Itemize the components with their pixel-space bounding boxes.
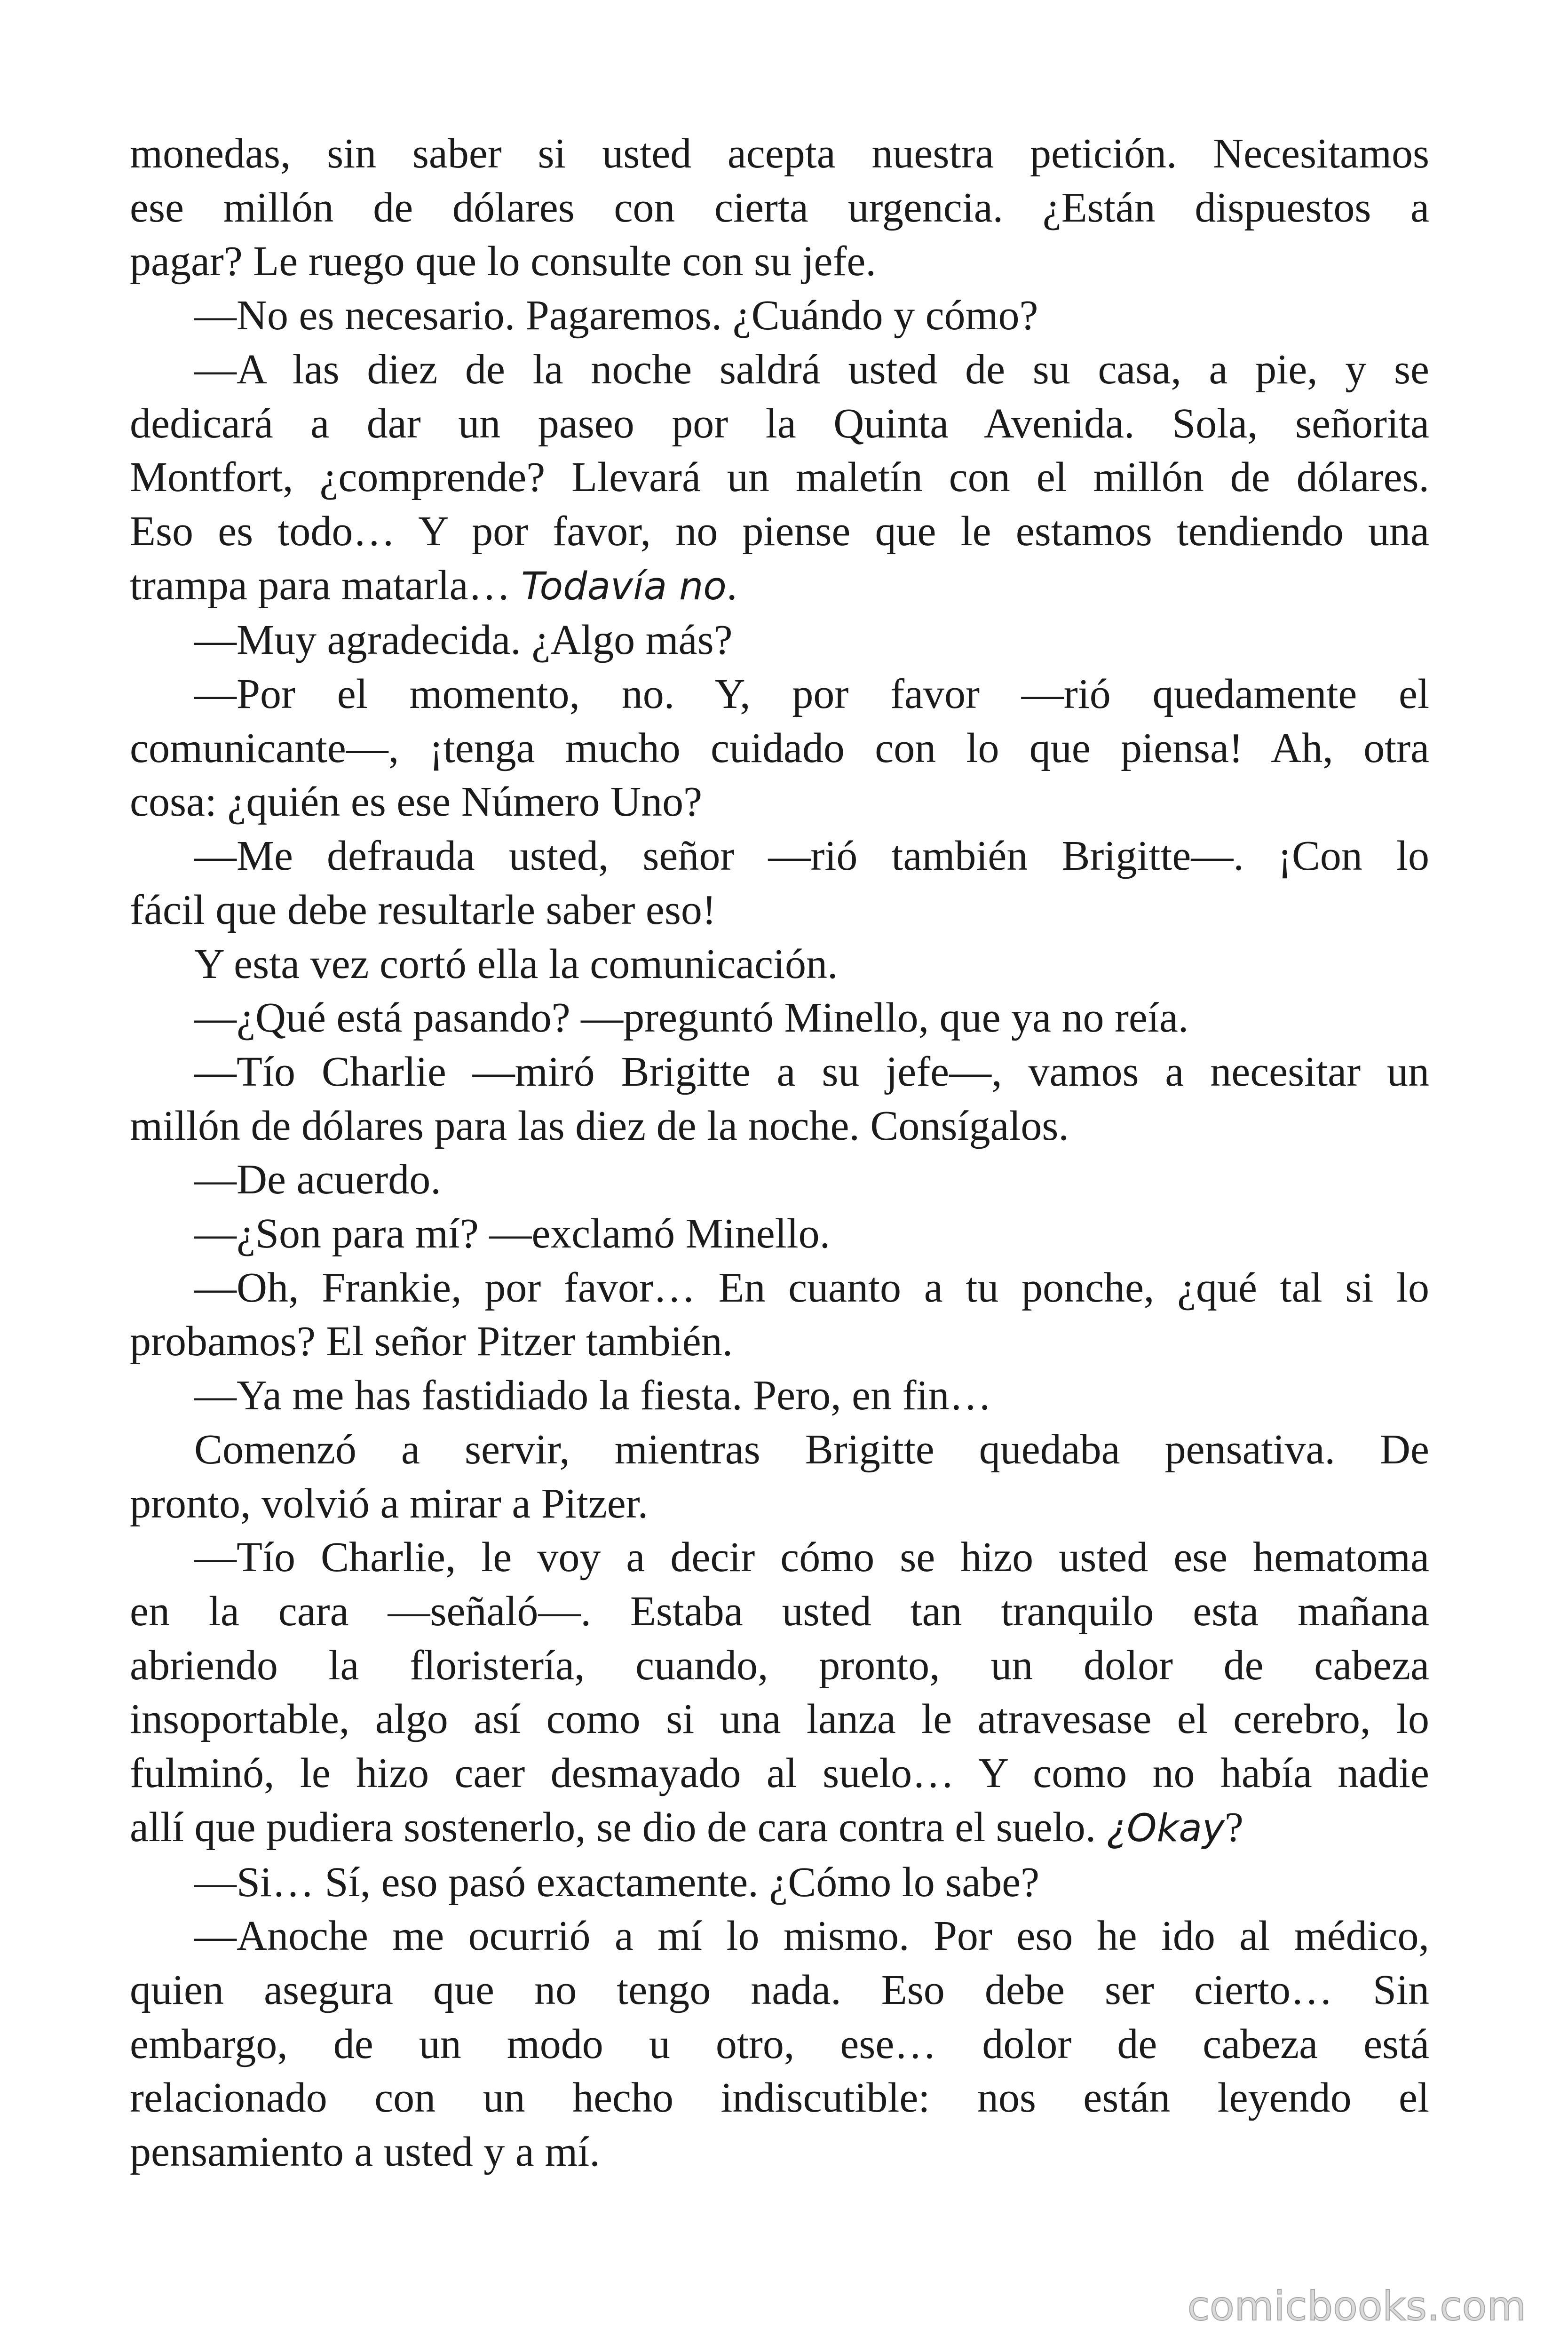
text-line: abriendo la floristería, cuando, pronto, un dolor de cabeza	[130, 1642, 1429, 1689]
text-line: —Tío Charlie —miró Brigitte a su jefe—, vamos a necesitar un	[194, 1048, 1429, 1095]
text-line: pronto, volvió a mirar a Pitzer.	[130, 1480, 649, 1527]
text-line: pagar? Le ruego que lo consulte con su jefe.	[130, 238, 876, 285]
text-line: —Por el momento, no. Y, por favor —rió quedamente el	[194, 671, 1429, 718]
text-line: —¿Son para mí? —exclamó Minello.	[194, 1210, 831, 1257]
text-line: relacionado con un hecho indiscutible: nos están leyendo el	[130, 2074, 1429, 2122]
text-line: quien asegura que no tengo nada. Eso debe ser cierto… Sin	[130, 1966, 1429, 2013]
text-line: —A las diez de la noche saldrá usted de su casa, a pie, y se	[194, 346, 1429, 393]
text-line: comunicante—, ¡tenga mucho cuidado con lo que piensa! Ah, otra	[130, 724, 1429, 771]
paragraph	[130, 829, 1429, 937]
text-line: —Me defrauda usted, señor —rió también Brigitte—. ¡Con lo	[194, 833, 1429, 880]
italic-text: Todavía no	[521, 564, 727, 609]
paragraph	[130, 289, 1429, 343]
paragraph	[130, 1153, 1429, 1207]
text-line: —Ya me has fastidiado la fiesta. Pero, en fin…	[194, 1372, 992, 1419]
text-segment: .	[726, 562, 737, 609]
text-line: cosa: ¿quién es ese Número Uno?	[130, 779, 703, 826]
paragraph	[130, 1856, 1429, 1910]
paragraph	[130, 938, 1429, 992]
paragraph	[130, 613, 1429, 667]
text-line: pensamiento a usted y a mí.	[130, 2129, 600, 2176]
text-line: fácil que debe resultarle saber eso!	[130, 886, 716, 933]
text-line: —Anoche me ocurrió a mí lo mismo. Por eso he ido al médico,	[194, 1913, 1429, 1960]
text-line: dedicará a dar un paseo por la Quinta Avenida. Sola, señorita	[130, 400, 1429, 447]
text-line: Eso es todo… Y por favor, no piense que le estamos tendiendo una	[130, 508, 1429, 555]
text-line: Comenzó a servir, mientras Brigitte quedaba pensativa. De	[194, 1426, 1429, 1473]
text-segment: trampa para matarla…	[130, 562, 522, 609]
text-line: fulminó, le hizo caer desmayado al suelo… Y como no había nadie	[130, 1750, 1429, 1797]
text-line: —No es necesario. Pagaremos. ¿Cuándo y cómo?	[194, 292, 1038, 339]
italic-text: ¿Okay	[1106, 1806, 1225, 1851]
text-line	[130, 1801, 1429, 1856]
text-line: —Tío Charlie, le voy a decir cómo se hizo usted ese hematoma	[194, 1534, 1429, 1581]
text-line: millón de dólares para las diez de la noche. Consígalos.	[130, 1102, 1069, 1149]
text-line: embargo, de un modo u otro, ese… dolor de cabeza está	[130, 2020, 1429, 2067]
watermark: comicbooks.com	[1187, 2283, 1526, 2330]
text-line: Montfort, ¿comprende? Llevará un maletín con el millón de dólares.	[130, 454, 1429, 501]
paragraph	[130, 343, 1429, 614]
text-line: —De acuerdo.	[194, 1156, 441, 1203]
text-segment: allí que pudiera sostenerlo, se dio de cara contra el suelo.	[130, 1804, 1107, 1851]
text-line: monedas, sin saber si usted acepta nuestra petición. Necesitamos	[130, 130, 1429, 177]
paragraph	[130, 991, 1429, 1045]
paragraph	[130, 1369, 1429, 1423]
text-line: —Muy agradecida. ¿Algo más?	[194, 617, 733, 664]
paragraph	[130, 1261, 1429, 1369]
text-line: —Oh, Frankie, por favor… En cuanto a tu ponche, ¿qué tal si lo	[194, 1264, 1429, 1311]
paragraph	[130, 1207, 1429, 1261]
text-line: insoportable, algo así como si una lanza le atravesase el cerebro, lo	[130, 1696, 1429, 1743]
paragraph	[130, 1423, 1429, 1531]
paragraph	[130, 1909, 1429, 2179]
text-line: —¿Qué está pasando? —preguntó Minello, que ya no reía.	[194, 994, 1189, 1041]
text-line: ese millón de dólares con cierta urgencia. ¿Están dispuestos a	[130, 184, 1429, 231]
text-segment: ?	[1224, 1804, 1243, 1851]
paragraph	[130, 1531, 1429, 1855]
text-line: probamos? El señor Pitzer también.	[130, 1318, 733, 1365]
page-body-text	[130, 127, 1429, 2179]
text-line: en la cara —señaló—. Estaba usted tan tranquilo esta mañana	[130, 1588, 1429, 1635]
paragraph	[130, 1045, 1429, 1153]
paragraph	[130, 127, 1429, 289]
paragraph	[130, 667, 1429, 829]
text-line: Y esta vez cortó ella la comunicación.	[194, 940, 838, 987]
text-line	[130, 559, 1429, 614]
text-line: —Si… Sí, eso pasó exactamente. ¿Cómo lo sabe?	[194, 1859, 1040, 1906]
